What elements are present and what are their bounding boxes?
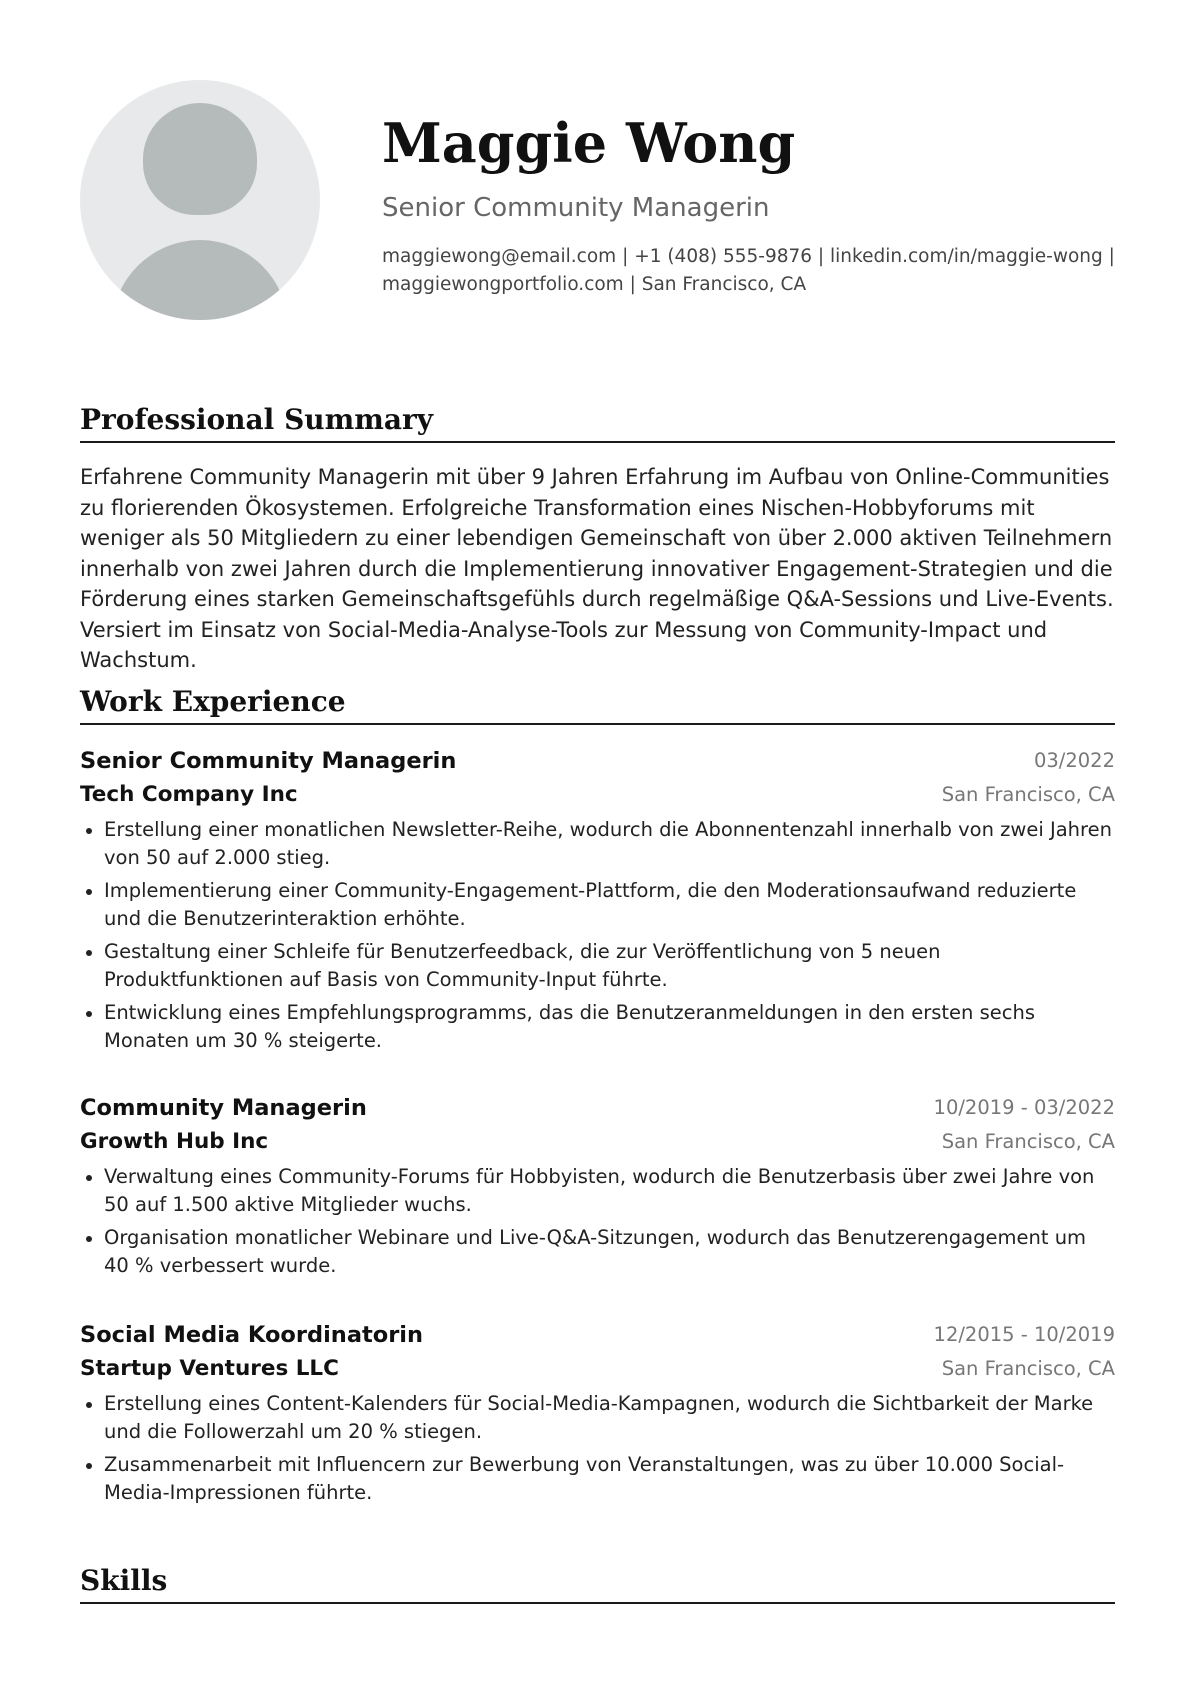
bullet-dot-icon (86, 828, 92, 834)
bullet-dot-icon (86, 1011, 92, 1017)
bullet-text: Verwaltung eines Community-Forums für Hobbyisten, wodurch die Benutzerbasis über zwei Jahre von 50 auf 1.500 aktive Mitglieder wuchs. (104, 1165, 1095, 1216)
job-company-row (80, 1352, 1115, 1386)
job-date: 12/2015 - 10/2019 (933, 1323, 1115, 1346)
avatar-body-shape (112, 240, 288, 320)
avatar-head-shape (143, 103, 257, 215)
bullet-item (80, 877, 1115, 932)
job-location: San Francisco, CA (941, 1357, 1115, 1380)
bullet-item (80, 816, 1115, 871)
job-company-row (80, 778, 1115, 812)
bullet-text: Entwicklung eines Empfehlungsprogramms, das die Benutzeranmeldungen in den ersten sechs Monaten um 30 % steigerte. (104, 1001, 1036, 1052)
bullet-item (80, 1451, 1115, 1506)
job-location: San Francisco, CA (941, 783, 1115, 806)
job-company: Tech Company Inc (80, 782, 298, 807)
bullet-dot-icon (86, 1175, 92, 1181)
job-title: Community Managerin (80, 1095, 367, 1121)
job-title-row (80, 1318, 1115, 1352)
job-location: San Francisco, CA (941, 1130, 1115, 1153)
job-bullets (80, 1390, 1115, 1506)
summary-heading: Professional Summary (80, 403, 434, 436)
job-title-row (80, 1091, 1115, 1125)
bullet-item (80, 1390, 1115, 1445)
bullet-dot-icon (86, 889, 92, 895)
skills-section-header (80, 1560, 1115, 1604)
candidate-title: Senior Community Managerin (382, 193, 770, 223)
contact-info (382, 243, 1122, 299)
bullet-text: Implementierung einer Community-Engagement-Plattform, die den Moderationsaufwand reduzierte und die Benutzerinteraktion erhöhte. (104, 879, 1077, 930)
bullet-dot-icon (86, 1236, 92, 1242)
bullet-text: Erstellung einer monatlichen Newsletter-Reihe, wodurch die Abonnentenzahl innerhalb von zwei Jahren von 50 auf 2.000 stieg. (104, 818, 1112, 869)
contact-line-2: maggiewongportfolio.com | San Francisco, CA (382, 274, 807, 295)
job-bullets (80, 1163, 1115, 1279)
bullet-dot-icon (86, 1463, 92, 1469)
bullet-item (80, 1163, 1115, 1218)
bullet-text: Organisation monatlicher Webinare und Live-Q&A-Sitzungen, wodurch das Benutzerengagement um 40 % verbessert wurde. (104, 1226, 1087, 1277)
job-entry (80, 1091, 1115, 1285)
job-title-row (80, 744, 1115, 778)
avatar (80, 80, 320, 320)
job-company-row (80, 1125, 1115, 1159)
job-title: Social Media Koordinatorin (80, 1322, 424, 1348)
skills-heading: Skills (80, 1564, 168, 1597)
bullet-dot-icon (86, 1402, 92, 1408)
experience-section-header (80, 681, 1115, 725)
bullet-text: Zusammenarbeit mit Influencern zur Bewerbung von Veranstaltungen, was zu über 10.000 Social-Media-Impressionen führte. (104, 1453, 1065, 1504)
job-date: 03/2022 (1033, 749, 1115, 772)
experience-heading: Work Experience (80, 685, 346, 718)
job-entry (80, 1318, 1115, 1512)
job-company: Startup Ventures LLC (80, 1356, 339, 1381)
bullet-item (80, 1224, 1115, 1279)
job-entry (80, 744, 1115, 1060)
bullet-text: Erstellung eines Content-Kalenders für Social-Media-Kampagnen, wodurch die Sichtbarkeit der Marke und die Followerzahl um 20 % stiegen. (104, 1392, 1094, 1443)
bullet-item (80, 938, 1115, 993)
summary-text: Erfahrene Community Managerin mit über 9 Jahren Erfahrung im Aufbau von Online-Communities zu florierenden Ökosystemen. Erfolgreiche Transformation eines Nischen-Hobbyforums mit weniger als 50 Mitgliedern zu einer lebendigen Gemeinschaft von über 2.000 aktiven Teilnehmern innerhalb von zwei Jahren durch die Implementierung innovativer Engagement-Strategien und die Förderung eines starken Gemeinschaftsgefühls durch regelmäßige Q&A-Sessions und Live-Events. Versiert im Einsatz von Social-Media-Analyse-Tools zur Messung von Community-Impact und Wachstum. (80, 465, 1114, 672)
summary-section-header (80, 399, 1115, 443)
bullet-text: Gestaltung einer Schleife für Benutzerfeedback, die zur Veröffentlichung von 5 neuen Produktfunktionen auf Basis von Community-Input führte. (104, 940, 941, 991)
job-company: Growth Hub Inc (80, 1129, 269, 1154)
candidate-name: Maggie Wong (382, 111, 796, 175)
job-title: Senior Community Managerin (80, 748, 457, 774)
job-bullets (80, 816, 1115, 1054)
bullet-item (80, 999, 1115, 1054)
contact-line-1: maggiewong@email.com | +1 (408) 555-9876 | linkedin.com/in/maggie-wong | (382, 246, 1115, 267)
bullet-dot-icon (86, 950, 92, 956)
job-date: 10/2019 - 03/2022 (933, 1096, 1115, 1119)
